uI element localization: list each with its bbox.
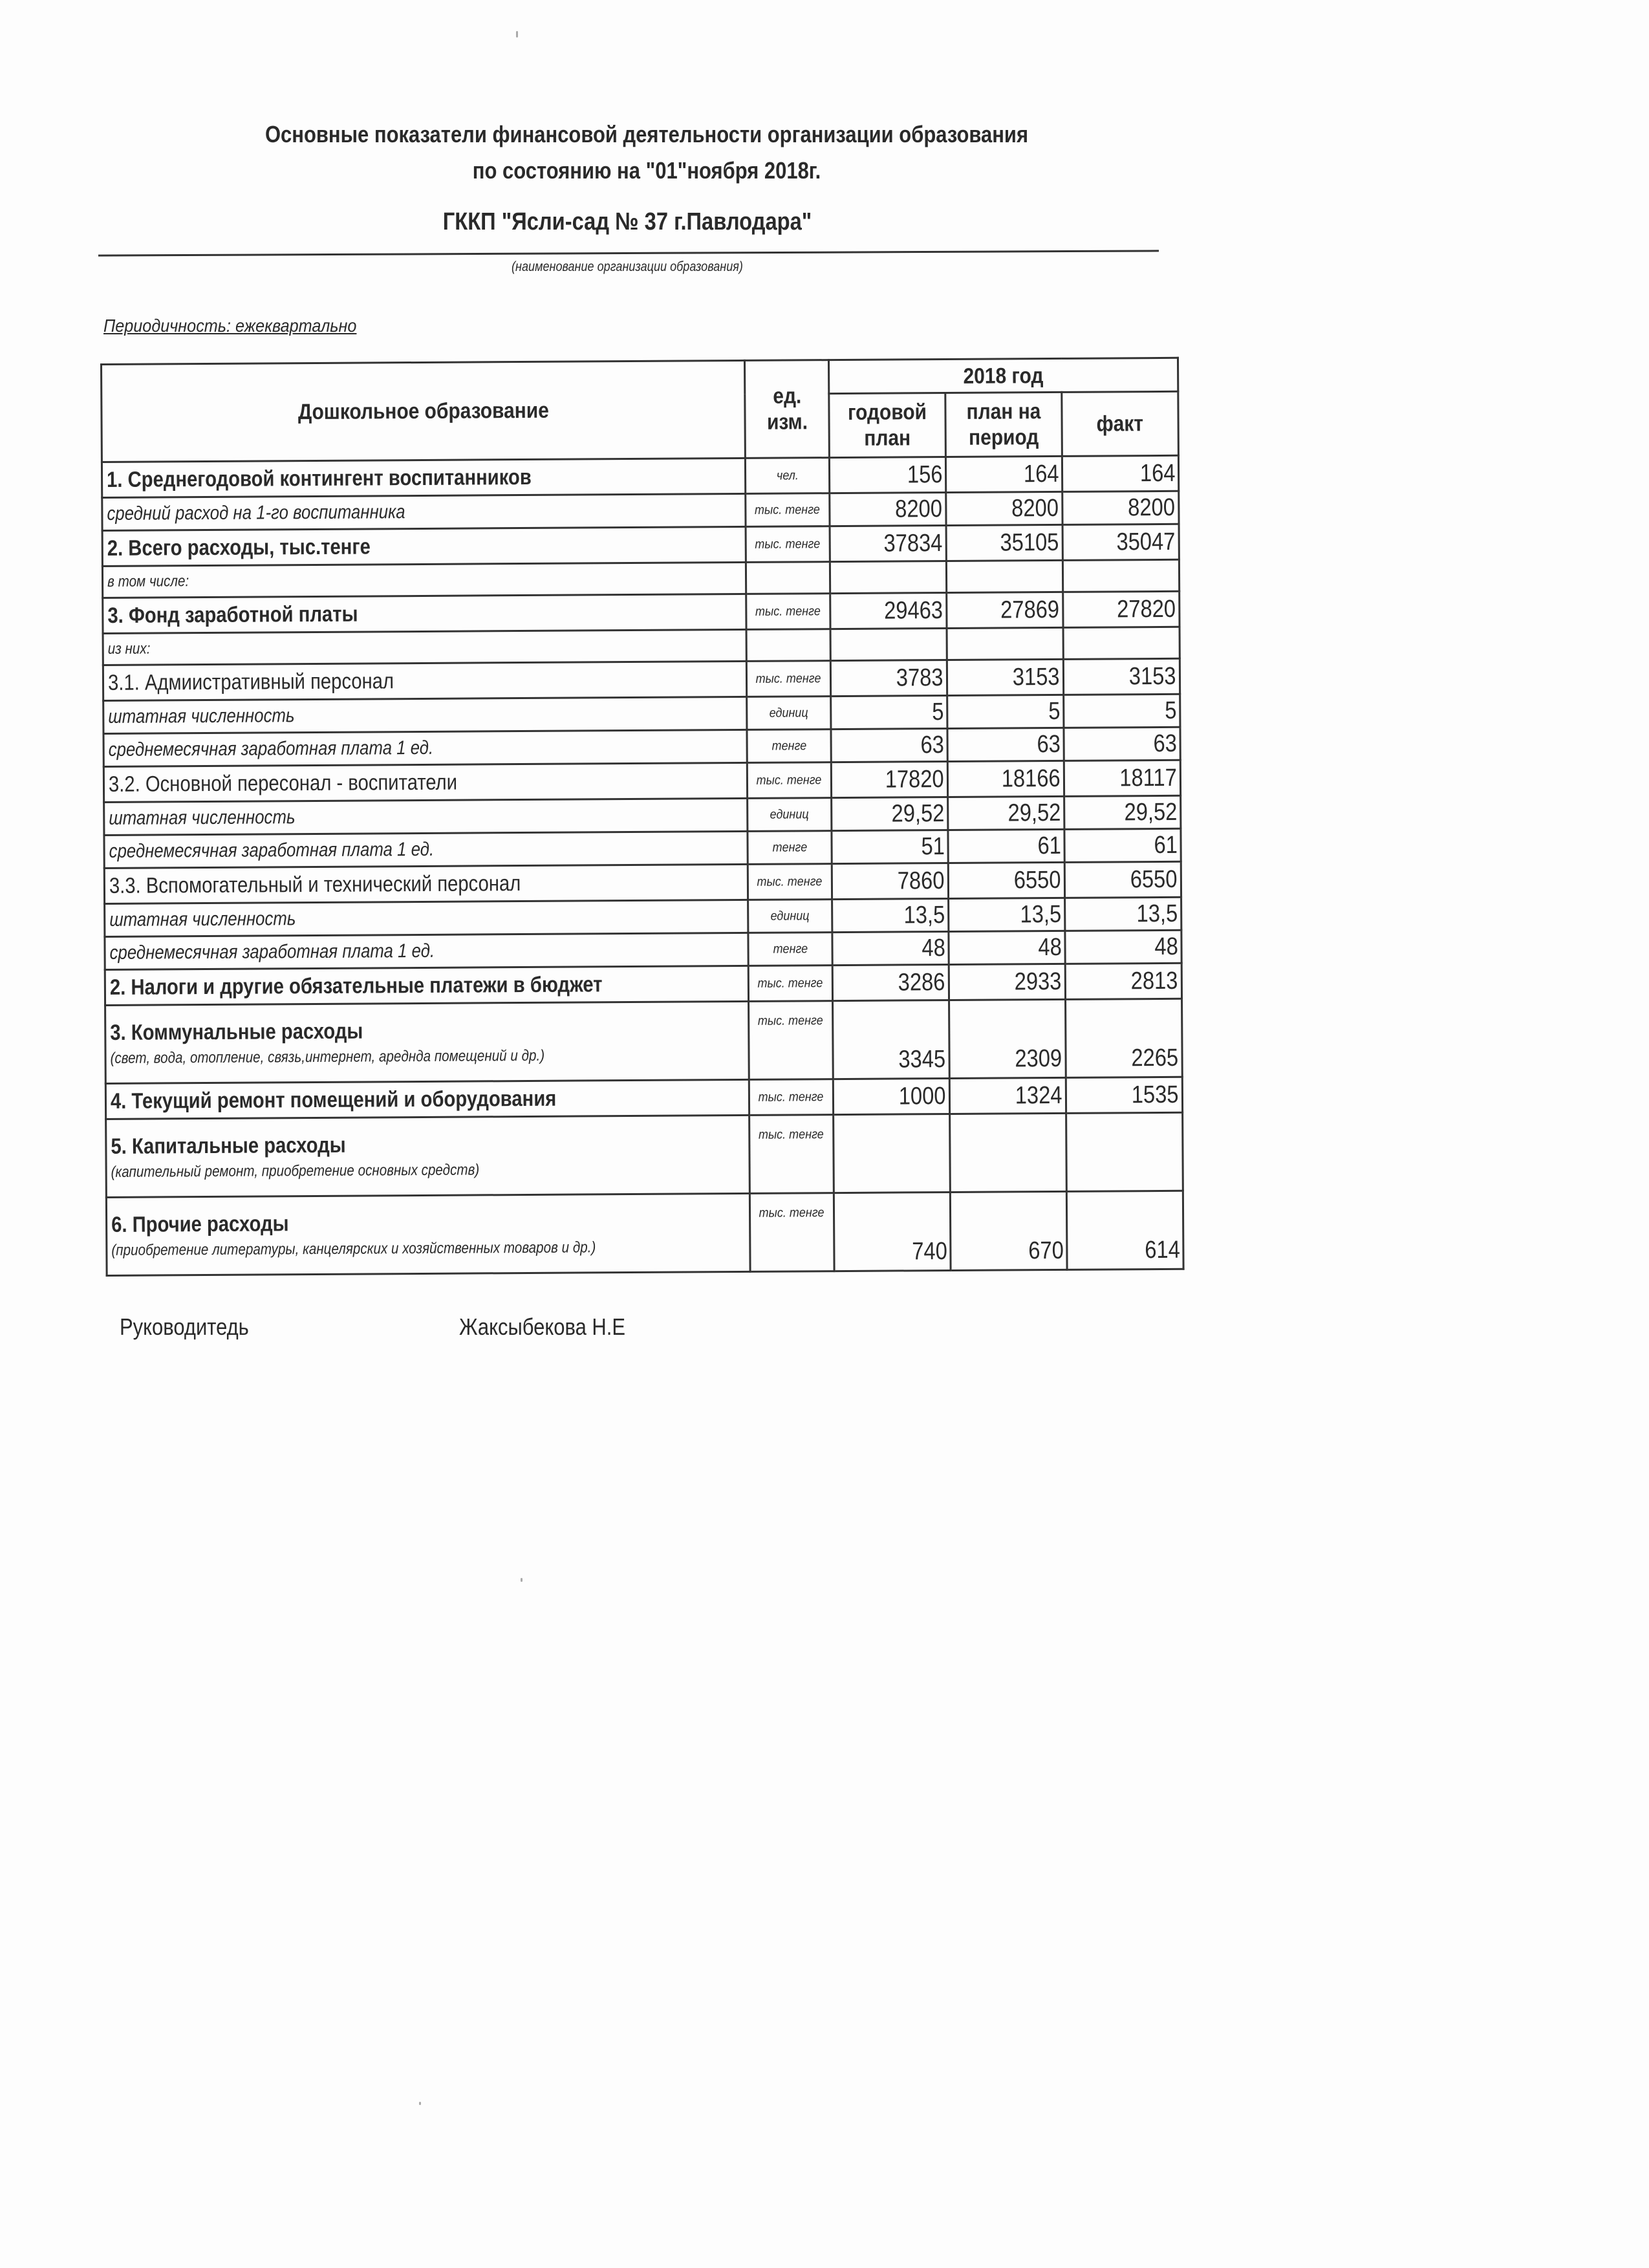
- row-note: (приобретение литературы, канцелярских и хозяйственных товаров и др.): [111, 1238, 596, 1259]
- row-unit-cell: [746, 594, 830, 630]
- row-unit-cell: [746, 562, 830, 594]
- row-unit: тыс. тенге: [755, 536, 821, 552]
- row-label: из них:: [107, 640, 151, 658]
- value-fact: 1535: [1132, 1081, 1180, 1109]
- value-cell-fact: [1066, 1112, 1183, 1191]
- row-label-cell: [105, 900, 748, 936]
- row-unit: тыс. тенге: [755, 603, 821, 619]
- value-cell-annual-plan: [832, 899, 949, 933]
- row-unit-cell: [746, 629, 830, 662]
- organization-underline: [98, 250, 1159, 256]
- value-period-plan: 2933: [1015, 967, 1062, 996]
- row-unit: единиц: [770, 806, 809, 822]
- row-unit: тыс. тенге: [759, 1205, 825, 1220]
- value-cell-annual-plan: [829, 457, 945, 493]
- row-unit-cell: [745, 458, 829, 494]
- value-annual-plan: 3345: [898, 1046, 946, 1074]
- value-cell-fact: [1063, 591, 1180, 627]
- row-label: 6. Прочие расходы: [111, 1211, 289, 1237]
- value-fact: 2813: [1131, 967, 1179, 995]
- row-unit: тыс. тенге: [759, 1127, 824, 1142]
- row-unit-cell: [749, 1001, 834, 1080]
- value-cell-fact: [1062, 524, 1179, 560]
- value-cell-period-plan: [949, 999, 1066, 1078]
- value-cell-annual-plan: [832, 797, 948, 831]
- value-cell-fact: [1064, 861, 1181, 898]
- row-label: среднемесячная заработная плата 1 ед.: [109, 838, 435, 862]
- row-unit: тыс. тенге: [756, 772, 822, 788]
- row-unit-cell: [748, 798, 832, 832]
- value-period-plan: 61: [1037, 832, 1061, 860]
- row-unit: тенге: [772, 839, 807, 855]
- value-cell-fact: [1064, 795, 1181, 829]
- value-cell-annual-plan: [832, 932, 949, 966]
- row-label-cell: [103, 661, 746, 700]
- header-period-plan: план на период: [945, 392, 1062, 457]
- value-cell-annual-plan: [831, 762, 947, 798]
- value-annual-plan: 8200: [895, 495, 943, 523]
- table-row: [102, 455, 1178, 497]
- value-cell-fact: [1063, 627, 1180, 659]
- row-label: штатная численность: [108, 705, 295, 728]
- value-cell-annual-plan: [831, 729, 947, 762]
- value-cell-period-plan: [947, 695, 1064, 728]
- value-cell-annual-plan: [830, 526, 946, 562]
- value-cell-period-plan: [947, 592, 1063, 628]
- value-cell-annual-plan: [832, 863, 948, 900]
- value-cell-period-plan: [950, 1113, 1067, 1192]
- value-fact: 18117: [1119, 764, 1178, 792]
- value-cell-annual-plan: [830, 493, 946, 526]
- row-unit-cell: [748, 933, 832, 966]
- row-label: 1. Среднегодовой контингент воспитанников: [106, 464, 532, 492]
- value-fact: 27820: [1117, 595, 1176, 623]
- row-label-cell: [105, 966, 748, 1005]
- row-label: 3. Фонд заработной платы: [107, 601, 358, 628]
- value-period-plan: 5: [1048, 697, 1061, 726]
- document-title: [257, 116, 1036, 189]
- value-cell-fact: [1064, 727, 1180, 761]
- value-period-plan: 670: [1028, 1237, 1064, 1265]
- value-cell-period-plan: [948, 829, 1064, 863]
- row-label: в том числе:: [107, 572, 189, 590]
- row-unit-cell: [746, 661, 830, 697]
- scan-speck: [516, 31, 518, 38]
- value-fact: 164: [1139, 459, 1176, 488]
- table-row: [105, 963, 1181, 1005]
- value-cell-annual-plan: [831, 696, 947, 729]
- value-period-plan: 27869: [1000, 596, 1060, 624]
- value-annual-plan: 7860: [898, 867, 945, 895]
- table-row: [103, 760, 1180, 802]
- value-period-plan: 164: [1023, 460, 1059, 488]
- value-period-plan: 18166: [1001, 764, 1061, 793]
- value-period-plan: 63: [1037, 730, 1061, 759]
- value-period-plan: 6550: [1014, 866, 1062, 894]
- value-cell-period-plan: [948, 796, 1064, 830]
- value-cell-annual-plan: [830, 561, 946, 594]
- row-label: 5. Капитальные расходы: [111, 1132, 346, 1159]
- row-label-cell: [105, 933, 748, 969]
- row-label: 3.2. Основной пересонал - воспитатели: [108, 770, 458, 797]
- row-unit: тыс. тенге: [758, 1013, 824, 1028]
- row-unit: тыс. тенге: [758, 1089, 824, 1105]
- organization-caption: (наименование организации образования): [512, 259, 743, 274]
- value-cell-period-plan: [947, 659, 1063, 695]
- row-unit-cell: [747, 729, 831, 763]
- row-label-cell: [105, 1001, 749, 1083]
- row-label: штатная численность: [109, 908, 296, 931]
- title-line-2: по состоянию на "01"ноября 2018г.: [472, 157, 821, 184]
- value-cell-fact: [1062, 491, 1179, 524]
- value-fact: 3153: [1129, 662, 1177, 691]
- value-fact: 48: [1154, 933, 1178, 961]
- row-label-cell: [104, 864, 748, 903]
- value-cell-annual-plan: [833, 1000, 950, 1079]
- table-row: [105, 999, 1183, 1083]
- row-label-cell: [104, 798, 748, 835]
- row-label: 3. Коммунальные расходы: [110, 1019, 363, 1045]
- row-label: 3.3. Вспомогательный и технический персонал: [109, 871, 521, 898]
- value-fact: 35047: [1116, 528, 1176, 556]
- value-cell-fact: [1066, 999, 1183, 1077]
- value-period-plan: 1324: [1015, 1081, 1063, 1110]
- row-unit: тенге: [773, 941, 808, 956]
- value-annual-plan: 37834: [883, 530, 943, 557]
- value-fact: 61: [1154, 831, 1178, 859]
- row-label: штатная численность: [109, 806, 296, 829]
- value-cell-fact: [1062, 455, 1178, 491]
- value-fact: 63: [1153, 729, 1177, 758]
- value-period-plan: 48: [1038, 933, 1062, 962]
- value-cell-period-plan: [947, 761, 1064, 797]
- value-cell-period-plan: [947, 627, 1063, 660]
- title-line-1: Основные показатели финансовой деятельности организации образования: [264, 121, 1029, 147]
- value-cell-fact: [1062, 559, 1179, 592]
- value-fact: 29,52: [1124, 798, 1178, 826]
- header-section-name: Дошкольное образование: [102, 360, 746, 462]
- financial-indicators-table: [100, 357, 1185, 1277]
- row-label-cell: [103, 697, 747, 733]
- row-label: среднемесячная заработная плата 1 ед.: [108, 737, 434, 761]
- header-year-group: 2018 год: [828, 358, 1178, 393]
- value-cell-fact: [1064, 760, 1180, 796]
- row-label-cell: [103, 594, 746, 633]
- row-label-cell: [103, 729, 747, 766]
- value-cell-annual-plan: [830, 593, 947, 629]
- value-cell-period-plan: [949, 964, 1065, 1000]
- table-body: [102, 455, 1183, 1275]
- row-label: среднемесячная заработная плата 1 ед.: [109, 940, 435, 964]
- value-fact: 13,5: [1136, 900, 1178, 928]
- value-cell-annual-plan: [830, 629, 947, 661]
- signature-name: Жаксыбекова Н.Е: [459, 1313, 626, 1340]
- value-annual-plan: 48: [921, 934, 945, 962]
- value-annual-plan: 63: [920, 731, 944, 759]
- row-label-cell: [102, 562, 746, 598]
- row-label: 2. Всего расходы, тыс.тенге: [107, 534, 371, 561]
- row-unit-cell: [748, 864, 832, 900]
- value-cell-annual-plan: [834, 1192, 951, 1271]
- financial-table-container: [100, 357, 1181, 1277]
- scan-speck: [521, 1578, 523, 1582]
- periodicity-label: Периодичность: ежеквартально: [103, 316, 357, 336]
- row-unit: тенге: [771, 738, 806, 753]
- row-unit: тыс. тенге: [755, 502, 821, 517]
- row-unit: единиц: [769, 705, 808, 720]
- value-cell-period-plan: [950, 1191, 1067, 1270]
- value-period-plan: 29,52: [1008, 799, 1061, 827]
- row-label-cell: [105, 1079, 749, 1119]
- row-unit-cell: [746, 493, 830, 527]
- row-label-cell: [106, 1193, 750, 1275]
- value-cell-annual-plan: [834, 1114, 951, 1193]
- value-cell-fact: [1065, 897, 1181, 931]
- row-unit-cell: [748, 900, 832, 933]
- value-cell-fact: [1064, 828, 1181, 862]
- row-label-cell: [102, 493, 746, 530]
- value-cell-period-plan: [946, 491, 1062, 525]
- value-annual-plan: 1000: [899, 1083, 947, 1110]
- value-annual-plan: 51: [921, 833, 945, 861]
- value-period-plan: 8200: [1011, 494, 1059, 523]
- value-cell-fact: [1064, 694, 1180, 728]
- row-unit-cell: [749, 1079, 833, 1116]
- value-annual-plan: 17820: [885, 766, 945, 794]
- row-label-cell: [102, 458, 745, 497]
- value-annual-plan: 3783: [896, 664, 944, 692]
- row-note: (капительный ремонт, приобретение основных средств): [111, 1161, 480, 1181]
- table-row: [106, 1191, 1183, 1275]
- row-unit: тыс. тенге: [757, 874, 823, 889]
- value-annual-plan: 740: [911, 1238, 947, 1266]
- value-period-plan: 13,5: [1020, 900, 1062, 929]
- row-unit-cell: [748, 966, 832, 1002]
- value-cell-period-plan: [947, 728, 1064, 761]
- value-fact: 8200: [1128, 493, 1176, 522]
- header-annual-plan: годовой план: [829, 393, 946, 458]
- row-unit-cell: [746, 526, 830, 563]
- value-fact: 6550: [1130, 865, 1178, 894]
- row-unit: тыс. тенге: [757, 975, 823, 991]
- row-unit-cell: [747, 762, 831, 799]
- value-cell-annual-plan: [832, 965, 949, 1001]
- table-row: [102, 524, 1179, 566]
- value-cell-period-plan: [946, 560, 1062, 592]
- value-period-plan: 35105: [1000, 528, 1059, 557]
- row-label-cell: [104, 831, 748, 868]
- organization-name: ГККП "Ясли-сад № 37 г.Павлодара": [442, 208, 812, 235]
- row-note: (свет, вода, отопление, связь,интернет, арeднда помещений и др.): [110, 1046, 545, 1067]
- value-cell-period-plan: [949, 1077, 1066, 1114]
- row-unit-cell: [747, 697, 831, 730]
- row-unit-cell: [749, 1115, 834, 1194]
- value-annual-plan: 156: [907, 461, 943, 489]
- value-cell-period-plan: [946, 524, 1062, 561]
- value-cell-period-plan: [949, 898, 1065, 931]
- row-unit-cell: [748, 831, 832, 865]
- header-unit: ед. изм.: [744, 360, 829, 459]
- value-fact: 614: [1144, 1236, 1180, 1264]
- value-cell-period-plan: [945, 456, 1062, 492]
- table-row: [103, 658, 1180, 700]
- value-cell-fact: [1063, 658, 1180, 695]
- value-cell-fact: [1065, 930, 1181, 964]
- value-cell-annual-plan: [830, 660, 947, 697]
- value-period-plan: 2309: [1015, 1044, 1062, 1073]
- value-cell-fact: [1065, 963, 1181, 999]
- value-cell-annual-plan: [832, 830, 948, 864]
- value-annual-plan: 3286: [898, 969, 945, 997]
- row-label: средний расход на 1-го воспитанника: [107, 501, 405, 524]
- signature-role: Руководитедь: [120, 1313, 249, 1340]
- value-fact: 5: [1165, 697, 1177, 724]
- table-row: [105, 1077, 1182, 1119]
- row-label: 3.1. Адмиистративный персонал: [107, 669, 394, 695]
- value-annual-plan: 13,5: [903, 902, 945, 929]
- row-label-cell: [103, 762, 747, 802]
- value-period-plan: 3153: [1013, 663, 1061, 691]
- value-cell-annual-plan: [833, 1078, 949, 1114]
- row-label: 2. Налоги и другие обязательные платежи в бюджет: [109, 972, 603, 1000]
- row-label-cell: [106, 1115, 750, 1197]
- value-cell-period-plan: [949, 931, 1065, 964]
- row-label: 4. Текущий ремонт помещений и оборудования: [110, 1086, 557, 1114]
- header-fact: факт: [1062, 391, 1179, 456]
- row-unit: единиц: [770, 908, 810, 923]
- row-label-cell: [102, 526, 746, 566]
- row-unit-cell: [749, 1193, 834, 1272]
- value-cell-fact: [1066, 1191, 1183, 1269]
- row-unit: чел.: [776, 468, 799, 483]
- value-cell-fact: [1066, 1077, 1182, 1113]
- table-row: [106, 1112, 1183, 1197]
- scan-speck: [419, 2102, 421, 2105]
- table-row: [103, 591, 1180, 633]
- value-fact: 2265: [1131, 1044, 1179, 1072]
- value-annual-plan: 29463: [884, 597, 943, 625]
- value-cell-period-plan: [948, 862, 1064, 898]
- row-unit: тыс. тенге: [755, 671, 821, 686]
- value-annual-plan: 29,52: [891, 800, 945, 828]
- row-label-cell: [103, 629, 746, 665]
- table-row: [104, 861, 1181, 903]
- value-annual-plan: 5: [932, 698, 944, 726]
